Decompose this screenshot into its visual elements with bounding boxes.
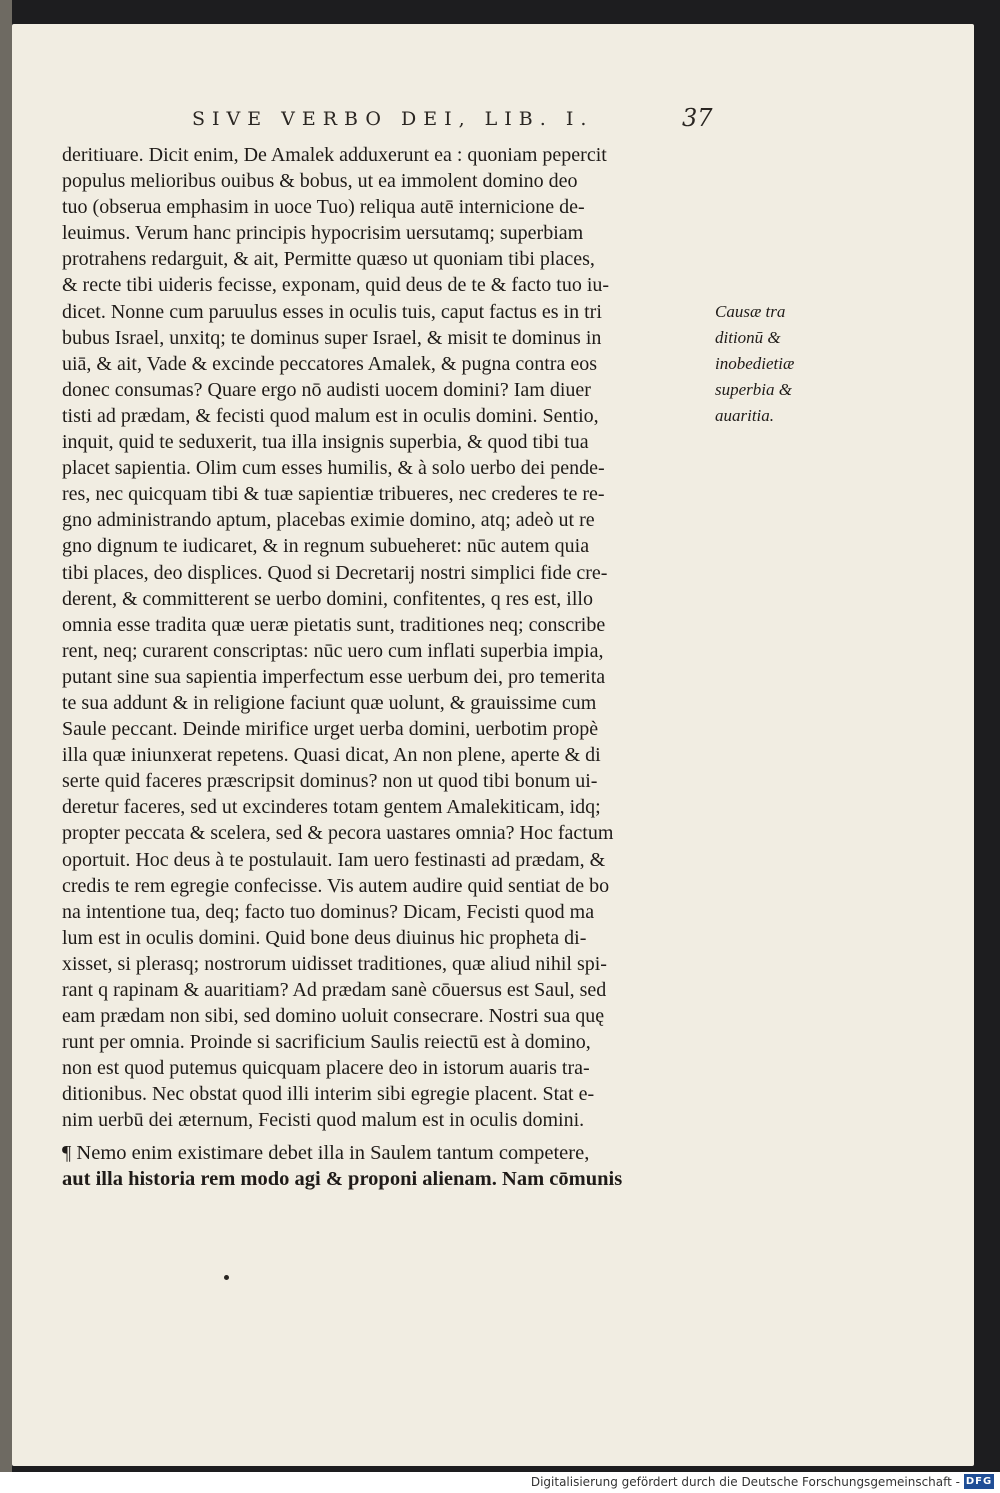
text-line: ditionibus. Nec obstat quod illi interim sibi egregie placent. Stat e- [62,1083,595,1106]
margin-note-line: ditionū & [715,328,781,348]
text-line: leuimus. Verum hanc principis hypocrisim uersutamq; superbiam [62,222,584,245]
text-line: Saule peccant. Deinde mirifice urget uerba domini, uerbotim propè [62,718,599,741]
text-line: illa quæ iniunxerat repetens. Quasi dicat, An non plene, aperte & di [62,744,601,767]
text-line: tuo (obserua emphasim in uoce Tuo) reliqua autē internicione de- [62,196,585,219]
text-line: ¶ Nemo enim existimare debet illa in Saulem tantum competere, [62,1141,590,1164]
marginal-note [715,299,815,429]
margin-note-line: Causæ tra [715,302,786,321]
text-line: omnia esse tradita quæ ueræ pietatis sunt, traditiones neq; conscribe [62,613,606,636]
text-line: serte quid faceres præscripsit dominus? non ut quod tibi bonum ui- [62,770,598,793]
text-line: eam prædam non sibi, sed domino uoluit consecrare. Nostri sua quę [62,1005,605,1028]
text-line: aut illa historia rem modo agi & proponi alienam. Nam cōmunis [62,1167,623,1190]
funding-credit: Digitalisierung gefördert durch die Deutsche Forschungsgemeinschaft - [530,1475,960,1489]
text-line: rant q rapinam & auaritiam? Ad prædam sanè cōuersus est Saul, sed [62,979,607,1001]
text-line: gno administrando aptum, placebas eximie domino, atq; adeò ut re [62,509,595,532]
text-line: tisti ad prædam, & fecisti quod malum est in oculis domini. Sentio, [62,404,599,427]
text-line: lum est in oculis domini. Quid bone deus diuinus hic propheta di- [62,926,587,949]
main-text-block [62,142,722,1192]
text-line: bubus Israel, unxitq; te dominus super Israel, & misit te dominus in [62,326,602,349]
text-line: res, nec quicquam tibi & tuæ sapientiæ tribueres, nec crederes te re- [62,483,605,506]
text-line: uiā, & ait, Vade & excinde peccatores Amalek, & pugna contra eos [62,352,597,375]
text-line: placet sapientia. Olim cum esses humilis, & à solo uerbo dei pende- [62,457,605,480]
page-number: 37 [682,104,713,132]
text-line: propter peccata & scelera, sed & pecora uastares omnia? Hoc factum [62,822,614,845]
text-line: rent, neq; curarent conscriptas: nūc uero cum inflati superbia impia, [62,639,604,662]
text-line: inquit, quid te seduxerit, tua illa insignis superbia, & quod tibi tua [62,431,589,454]
text-line: tibi places, deo displices. Quod si Decretarij nostri simplici fide cre- [62,561,608,584]
margin-note-line: auaritia. [715,406,775,426]
margin-note-line: superbia & [715,380,792,400]
body-text [62,142,722,1134]
text-line: putant sine sua sapientia imperfectum esse uerbum dei, pro temerita [62,665,606,688]
text-line: non est quod putemus quicquam placere deo in istorum auaris tra- [62,1057,590,1080]
text-line: na intentione tua, deq; facto tuo dominus? Dicam, Fecisti quod ma [62,900,595,923]
text-line: populus melioribus ouibus & bobus, ut ea immolent domino deo [62,170,578,193]
text-line: donec consumas? Quare ergo nō audisti uocem domini? Iam diuer [62,378,591,401]
text-line: nim uerbū dei æternum, Fecisti quod malum est in oculis domini. [62,1109,585,1132]
running-head: SIVE VERBO DEI, LIB. I. [192,108,594,130]
new-paragraph [62,1140,722,1192]
text-line: te sua addunt & in religione faciunt quæ uolunt, & grauissime cum [62,691,597,714]
margin-note-line: inobedietiæ [715,354,795,374]
ink-spot [224,1275,229,1280]
text-line: deretur faceres, sed ut excinderes totam gentem Amalekiticam, idq; [62,796,601,819]
text-line: & recte tibi uideris fecisse, exponam, quid deus de te & facto tuo iu- [62,274,610,297]
text-line: deritiuare. Dicit enim, De Amalek adduxerunt ea : quoniam pepercit [62,144,607,166]
text-line: oportuit. Hoc deus à te postulauit. Iam uero festinasti ad prædam, & [62,848,606,871]
text-line: runt per omnia. Proinde si sacrificium Saulis reiectū est à domino, [62,1031,591,1054]
text-line: xisset, si plerasq; nostrorum uidisset traditiones, quæ aliud nihil spi- [62,952,607,975]
text-line: protrahens redarguit, & ait, Permitte quæso ut quoniam tibi places, [62,248,595,271]
text-line: dicet. Nonne cum paruulus esses in oculis tuis, caput factus es in tri [62,300,602,323]
text-line: gno dignum te iudicaret, & in regnum subueheret: nūc autem quia [62,535,590,558]
dfg-logo: DFG [965,1476,993,1487]
book-page [12,24,974,1466]
scan-edge-strip [0,0,12,1472]
text-line: derent, & committerent se uerbo domini, confitentes, q res est, illo [62,587,593,610]
text-line: credis te rem egregie confecisse. Vis autem audire quid sentiat de bo [62,874,610,897]
footer-bar [0,1472,1000,1493]
